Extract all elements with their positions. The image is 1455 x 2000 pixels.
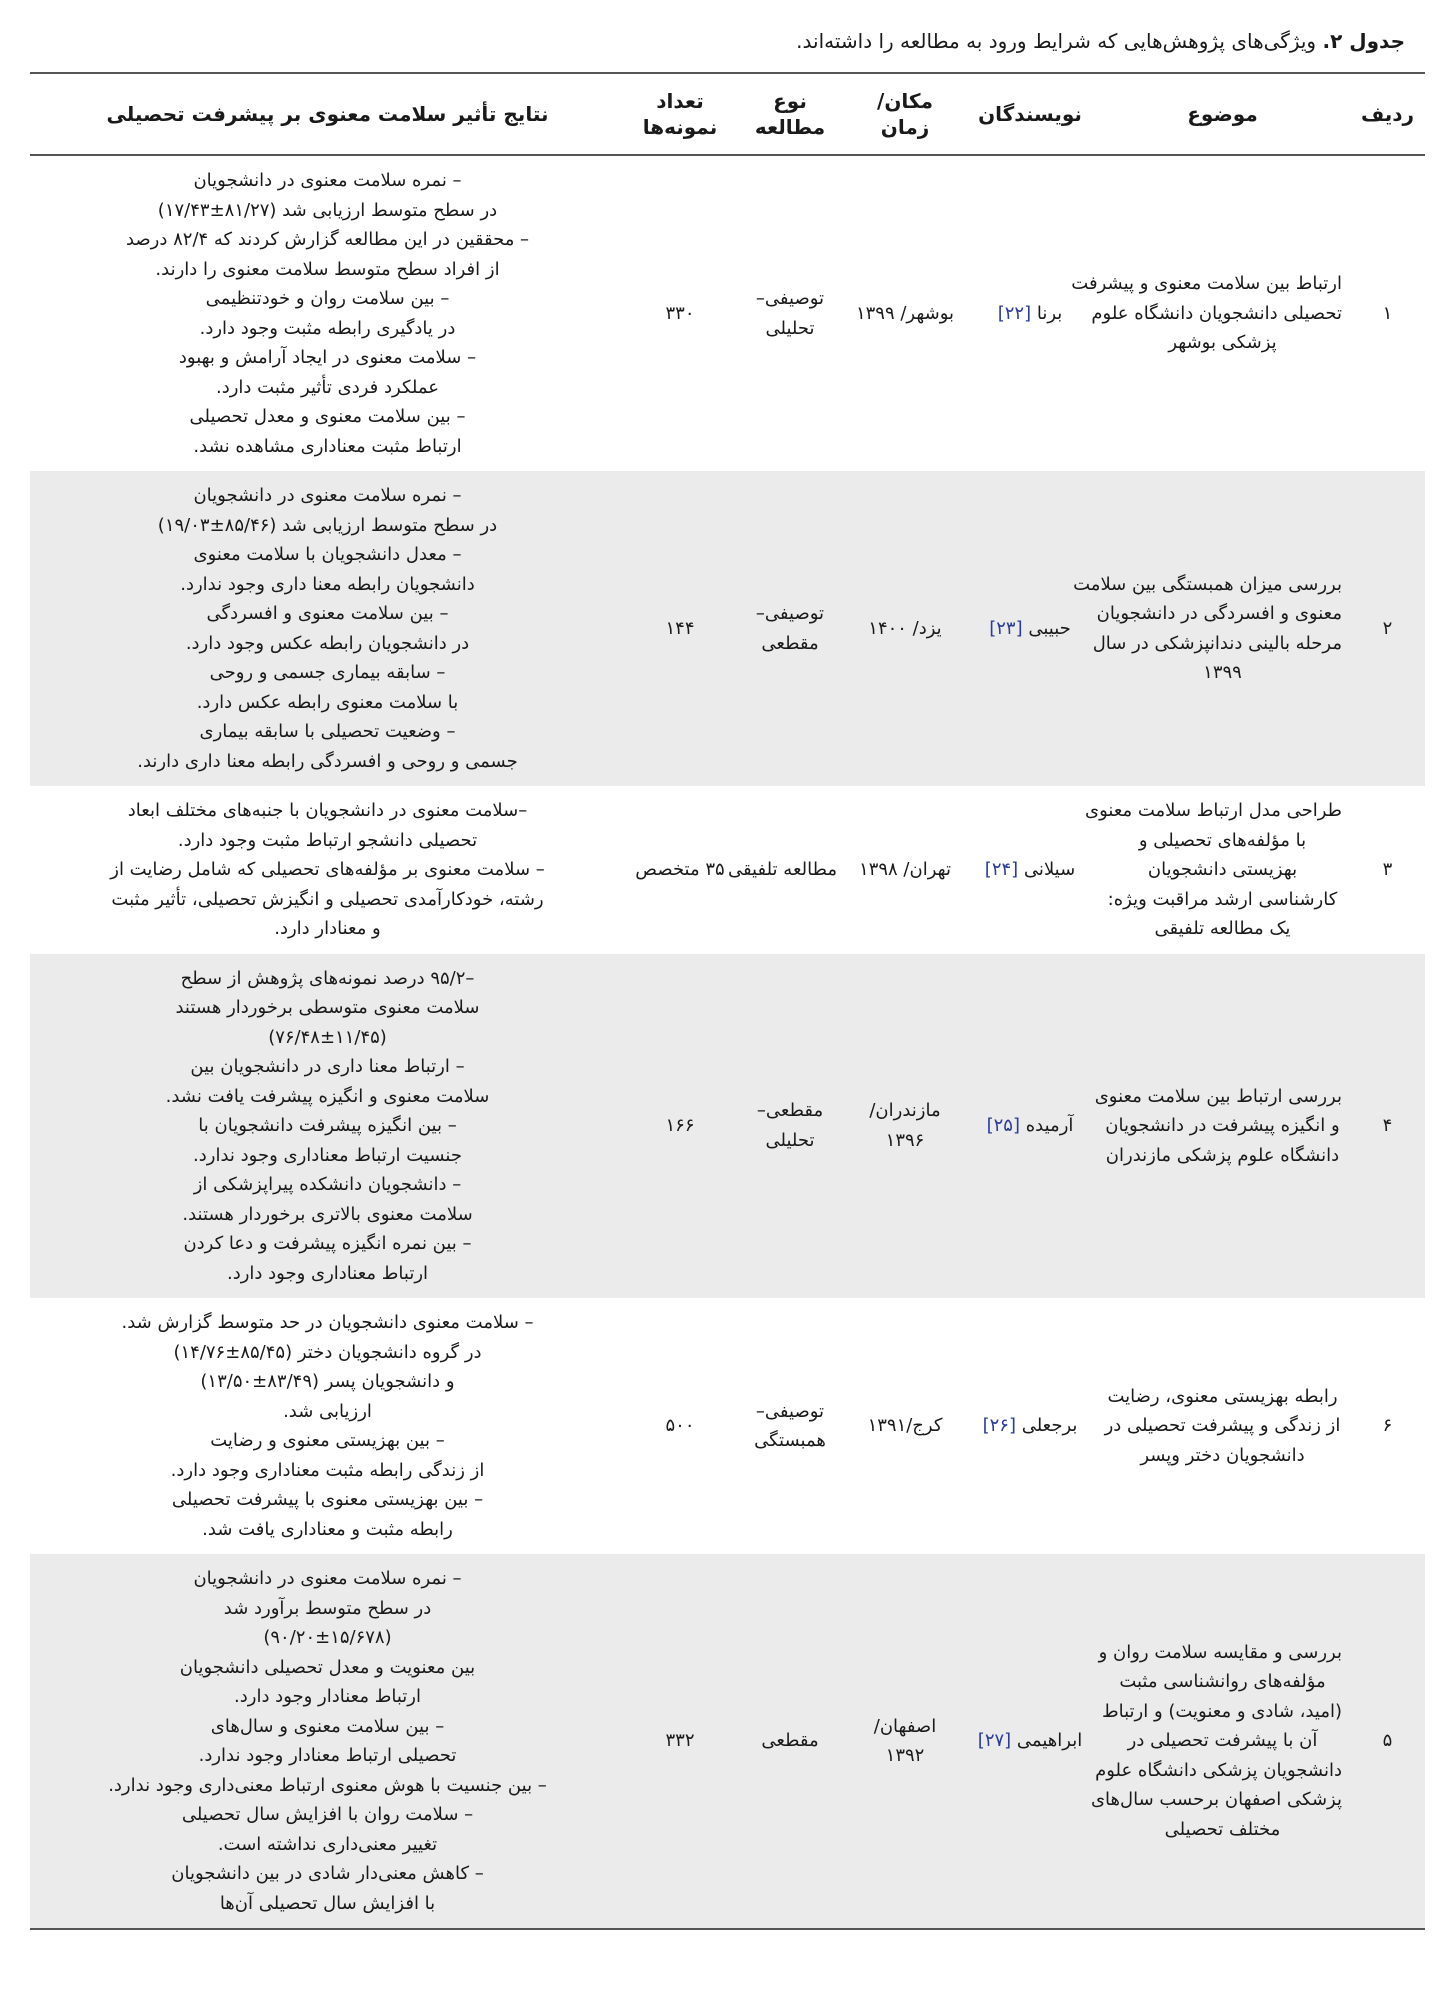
topic-cell: [1085, 786, 1350, 954]
place-line: کرج/۱۳۹۱: [867, 1415, 943, 1437]
result-line: – سلامت معنوی دانشجویان در حد متوسط گزارش شد.: [121, 1312, 534, 1333]
results-cell: [30, 1554, 625, 1929]
result-line: – محققین در این مطالعه گزارش کردند که ۸۲/۴ درصد: [125, 229, 530, 250]
table-row: [30, 1298, 1425, 1554]
result-line: در سطح متوسط ارزیابی شد (۸۱/۲۷±۱۷/۴۳): [157, 199, 498, 221]
table-row: [30, 1554, 1425, 1929]
result-line: (۷۶/۴۸±۱۱/۴۵): [268, 1026, 387, 1048]
study-type-cell: [735, 471, 845, 786]
topic-line: آن با پیشرفت تحصیلی در: [1127, 1730, 1318, 1752]
place-line: اصفهان/: [873, 1715, 937, 1737]
study-type-cell: [735, 954, 845, 1299]
topic-line: مؤلفه‌های روانشناسی مثبت: [1119, 1671, 1326, 1693]
topic-line: تحصیلی دانشجویان دانشگاه علوم: [1091, 302, 1342, 324]
topic-line: ارتباط بین سلامت معنوی و پیشرفت: [1071, 273, 1342, 295]
result-line: ارتباط معنادار وجود دارد.: [234, 1686, 421, 1707]
place-line: ۱۳۹۶: [885, 1129, 925, 1151]
study-type-line: مقطعی–: [756, 1100, 824, 1122]
reference-link[interactable]: [۲۷]: [977, 1730, 1012, 1752]
place-time-cell: [845, 471, 965, 786]
header-row: [30, 73, 1425, 155]
author-cell: [965, 471, 1095, 786]
result-line: ارتباط مثبت معناداری مشاهده نشد.: [193, 435, 462, 457]
header-study-type: نوع مطالعه: [754, 89, 826, 139]
topic-cell: [1073, 471, 1350, 786]
place-line: یزد/ ۱۴۰۰: [868, 617, 942, 639]
result-line: – بین جنسیت با هوش معنوی ارتباط معنی‌داری وجود ندارد.: [108, 1774, 547, 1796]
header-sample: تعداد نمونه‌ها: [642, 89, 718, 139]
place-line: مازندران/: [869, 1100, 941, 1122]
caption-text: ویژگی‌های پژوهش‌هایی که شرایط ورود به مطالعه را داشته‌اند.: [796, 29, 1323, 53]
result-line: و معنادار دارد.: [274, 918, 381, 939]
topic-line: پزشکی اصفهان برحسب سال‌های: [1090, 1789, 1342, 1811]
result-line: – دانشجویان دانشکده پیراپزشکی از: [193, 1174, 462, 1195]
sample-size-cell: ۳۳۲: [665, 1730, 695, 1752]
row-number: ۱: [1382, 302, 1393, 324]
result-line: تحصیلی دانشجو ارتباط مثبت وجود دارد.: [177, 829, 478, 851]
results-cell: [30, 1298, 625, 1554]
author-name: سیلانی: [1018, 859, 1076, 880]
result-line: بین معنویت و معدل تحصیلی دانشجویان: [179, 1656, 476, 1678]
row-number: ۳: [1382, 859, 1393, 880]
result-line: – بین بهزیستی معنوی با پیشرفت تحصیلی: [171, 1489, 484, 1510]
row-number: ۵: [1382, 1730, 1393, 1752]
header-row-num: ردیف: [1360, 102, 1415, 126]
place-line: بوشهر/ ۱۳۹۹: [855, 302, 955, 324]
studies-table: [30, 72, 1425, 1930]
study-type-line: تحلیلی: [765, 317, 815, 339]
result-line: – بین سلامت معنوی و افسردگی: [206, 603, 449, 624]
place-time-cell: [845, 155, 965, 471]
result-line: ارزیابی شد.: [283, 1400, 372, 1422]
header-authors: نویسندگان: [978, 102, 1082, 126]
result-line: رابطه مثبت و معناداری یافت شد.: [202, 1518, 453, 1540]
caption-label: جدول ۲.: [1322, 29, 1405, 53]
place-time-cell: [845, 786, 965, 954]
result-line: – کاهش معنی‌دار شادی در بین دانشجویان: [171, 1863, 484, 1884]
topic-line: یک مطالعه تلفیقی: [1154, 918, 1291, 939]
result-line: – سلامت روان با افزایش سال تحصیلی: [181, 1804, 474, 1825]
row-number: ۶: [1382, 1415, 1393, 1437]
result-line: سلامت معنوی متوسطی برخوردار هستند: [175, 997, 480, 1018]
place-time-cell: [845, 1554, 965, 1929]
study-type-cell: [727, 786, 845, 954]
result-line: – نمره سلامت معنوی در دانشجویان: [193, 1568, 462, 1589]
result-line: –سلامت معنوی در دانشجویان با جنبه‌های مختلف ابعاد: [127, 800, 528, 821]
results-cell: [30, 471, 625, 786]
results-cell: [30, 954, 625, 1299]
topic-line: دانشجویان دختر وپسر: [1140, 1444, 1305, 1466]
result-line: جسمی و روحی و افسردگی رابطه معنا داری دارند.: [137, 750, 518, 772]
result-line: با سلامت معنوی رابطه عکس دارد.: [196, 691, 459, 713]
author-cell: [965, 786, 1095, 954]
results-cell: [30, 155, 625, 471]
result-line: – نمره سلامت معنوی در دانشجویان: [193, 170, 462, 191]
result-line: –۹۵/۲ درصد نمونه‌های پژوهش از سطح: [180, 967, 475, 989]
author-name: آرمیده: [1020, 1115, 1074, 1136]
row-number: ۴: [1382, 1115, 1393, 1136]
result-line: – سابقه بیماری جسمی و روحی: [209, 662, 446, 683]
table-row: [30, 954, 1425, 1299]
topic-line: مختلف تحصیلی: [1164, 1818, 1281, 1840]
topic-cell: [1095, 954, 1350, 1299]
sample-size-cell: ۳۳۰: [665, 302, 695, 324]
result-line: – بین سلامت معنوی و معدل تحصیلی: [189, 406, 466, 427]
table-row: [30, 155, 1425, 471]
topic-line: کارشناسی ارشد مراقبت ویژه:: [1107, 888, 1338, 910]
sample-size-cell: ۳۵ متخصص: [635, 859, 725, 880]
study-type-cell: [735, 1554, 845, 1929]
result-line: با افزایش سال تحصیلی آن‌ها: [219, 1892, 436, 1914]
topic-line: پزشکی بوشهر: [1168, 332, 1277, 354]
topic-line: دانشجویان پزشکی دانشگاه علوم: [1095, 1759, 1342, 1781]
result-line: – بین انگیزه پیشرفت دانشجویان با: [198, 1115, 457, 1136]
result-line: در سطح متوسط برآورد شد: [223, 1597, 432, 1619]
study-type-line: مطالعه تلفیقی: [727, 859, 837, 880]
topic-line: و انگیزه پیشرفت در دانشجویان: [1105, 1115, 1340, 1136]
sample-size-cell: ۱۶۶: [665, 1115, 695, 1136]
result-line: ارتباط معناداری وجود دارد.: [226, 1262, 429, 1284]
reference-link[interactable]: [۲۲]: [997, 302, 1032, 324]
header-place-time: مکان/ زمان: [877, 89, 933, 139]
place-line: تهران/ ۱۳۹۸: [859, 859, 951, 880]
result-line: – ارتباط معنا داری در دانشجویان بین: [190, 1056, 465, 1077]
reference-link[interactable]: [۲۴]: [984, 859, 1019, 880]
author-cell: [965, 155, 1095, 471]
topic-line: معنوی و افسردگی در دانشجویان: [1096, 603, 1342, 624]
topic-line: دانشگاه علوم پزشکی مازندران: [1105, 1144, 1340, 1166]
result-line: دانشجویان رابطه معنا داری وجود ندارد.: [180, 573, 475, 595]
result-line: عملکرد فردی تأثیر مثبت دارد.: [215, 376, 439, 398]
author-cell: [965, 1554, 1095, 1929]
result-line: در گروه دانشجویان دختر (۸۵/۴۵±۱۴/۷۶): [173, 1341, 482, 1363]
results-cell: [30, 786, 625, 954]
topic-line: رابطه بهزیستی معنوی، رضایت: [1107, 1385, 1338, 1407]
author-name: حبیبی: [1022, 617, 1071, 639]
result-line: – سلامت معنوی در ایجاد آرامش و بهبود: [178, 347, 477, 368]
table-row: [30, 786, 1425, 954]
reference-link[interactable]: [۲۶]: [982, 1415, 1016, 1437]
result-line: – بین سلامت روان و خودتنظیمی: [205, 288, 450, 309]
topic-cell: [1071, 155, 1350, 471]
result-line: تغییر معنی‌داری نداشته است.: [217, 1833, 438, 1855]
author-name: ابراهیمی: [1011, 1730, 1083, 1752]
result-line: – نمره سلامت معنوی در دانشجویان: [193, 485, 462, 506]
study-type-line: توصیفی–: [755, 288, 825, 309]
place-line: ۱۳۹۲: [885, 1745, 925, 1766]
reference-link[interactable]: [۲۵]: [986, 1115, 1021, 1136]
topic-line: از زندگی و پیشرفت تحصیلی در: [1104, 1415, 1341, 1437]
result-line: و دانشجویان پسر (۸۳/۴۹±۱۳/۵۰): [200, 1371, 455, 1392]
table-row: [30, 471, 1425, 786]
author-name: برجعلی: [1015, 1415, 1078, 1437]
result-line: – معدل دانشجویان با سلامت معنوی: [193, 544, 462, 565]
study-type-line: همبستگی: [754, 1430, 826, 1451]
study-type-cell: [735, 155, 845, 471]
study-type-line: توصیفی–: [755, 603, 825, 624]
topic-line: بررسی و مقایسه سلامت روان و: [1098, 1641, 1342, 1663]
place-time-cell: [845, 954, 965, 1299]
result-line: تحصیلی ارتباط معنادار وجود ندارد.: [198, 1745, 457, 1766]
topic-cell: [1095, 1298, 1350, 1554]
topic-line: مرحله بالینی دندانپزشکی در سال: [1092, 632, 1342, 654]
author-cell: [965, 1298, 1095, 1554]
result-line: – بین نمره انگیزه پیشرفت و دعا کردن: [183, 1233, 472, 1254]
result-line: در دانشجویان رابطه عکس وجود دارد.: [185, 632, 470, 654]
author-name: برنا: [1031, 302, 1063, 324]
result-line: در سطح متوسط ارزیابی شد (۸۵/۴۶±۱۹/۰۳): [157, 514, 498, 536]
result-line: سلامت معنوی و انگیزه پیشرفت یافت نشد.: [165, 1085, 490, 1107]
study-type-line: توصیفی–: [755, 1400, 825, 1422]
result-line: – سلامت معنوی بر مؤلفه‌های تحصیلی که شامل رضایت از: [110, 859, 545, 880]
topic-line: با مؤلفه‌های تحصیلی و: [1138, 829, 1307, 851]
place-time-cell: [845, 1298, 965, 1554]
study-type-line: تحلیلی: [765, 1129, 815, 1151]
result-line: سلامت معنوی بالاتری برخوردار هستند.: [182, 1203, 473, 1225]
topic-line: بررسی میزان همبستگی بین سلامت: [1073, 573, 1342, 595]
row-number: ۲: [1382, 617, 1393, 639]
result-line: – وضعیت تحصیلی با سابقه بیماری: [199, 721, 456, 742]
study-type-cell: [735, 1298, 845, 1554]
result-line: رشته، خودکارآمدی تحصیلی و انگیزش تحصیلی، تأثیر مثبت: [111, 888, 544, 910]
topic-line: طراحی مدل ارتباط سلامت معنوی: [1085, 800, 1342, 821]
table-caption: [30, 26, 1405, 56]
reference-link[interactable]: [۲۳]: [989, 617, 1023, 639]
header-results: نتایج تأثیر سلامت معنوی بر پیشرفت تحصیلی: [106, 102, 549, 126]
study-type-line: مقطعی: [761, 632, 819, 654]
result-line: از افراد سطح متوسط سلامت معنوی را دارند.: [155, 258, 500, 280]
result-line: از زندگی رابطه مثبت معناداری وجود دارد.: [170, 1459, 485, 1481]
result-line: جنسیت ارتباط معناداری وجود ندارد.: [193, 1144, 462, 1166]
sample-size-cell: ۱۴۴: [665, 617, 695, 639]
author-cell: [965, 954, 1095, 1299]
sample-size-cell: ۵۰۰: [665, 1415, 695, 1437]
topic-cell: [1090, 1554, 1350, 1929]
study-type-line: مقطعی: [761, 1730, 819, 1752]
result-line: – بین سلامت معنوی و سال‌های: [210, 1715, 445, 1737]
result-line: در یادگیری رابطه مثبت وجود دارد.: [199, 317, 456, 339]
topic-line: ۱۳۹۹: [1203, 662, 1242, 683]
header-topic: موضوع: [1187, 102, 1258, 126]
topic-line: بهزیستی دانشجویان: [1147, 859, 1298, 880]
topic-line: (امید، شادی و معنویت) و ارتباط: [1101, 1700, 1342, 1722]
result-line: (۹۰/۲۰±۱۵/۶۷۸): [263, 1627, 392, 1648]
topic-line: بررسی ارتباط بین سلامت معنوی: [1094, 1085, 1342, 1107]
result-line: – بین بهزیستی معنوی و رضایت: [210, 1430, 445, 1451]
